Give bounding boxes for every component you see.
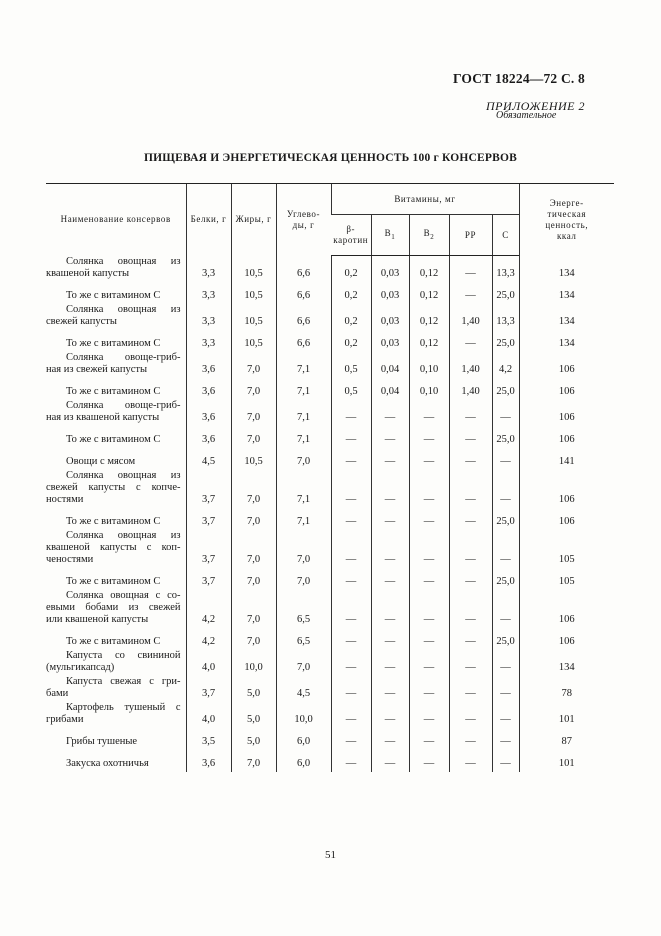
cell-energy: 134: [519, 304, 614, 330]
cell-pp: 1,40: [449, 304, 492, 330]
cell-c: 13,3: [492, 256, 519, 282]
cell-c: —: [492, 448, 519, 470]
cell-product-name: [46, 728, 186, 750]
cell-b1: 0,04: [371, 378, 409, 400]
cell-beta: —: [331, 676, 371, 702]
product-name-line: То же с витамином С: [66, 289, 161, 301]
table-row: [46, 330, 614, 352]
cell-c: —: [492, 470, 519, 508]
cell-carbs: 7,1: [276, 378, 331, 400]
cell-energy: 134: [519, 282, 614, 304]
cell-energy: 106: [519, 628, 614, 650]
product-name-line: или квашеной капусты: [46, 613, 149, 625]
cell-pp: —: [449, 568, 492, 590]
product-name-line: То же с витамином С: [66, 515, 161, 527]
cell-pp: —: [449, 256, 492, 282]
cell-b1: —: [371, 702, 409, 728]
cell-fat: 10,5: [231, 282, 276, 304]
cell-energy: 78: [519, 676, 614, 702]
cell-beta: 0,2: [331, 282, 371, 304]
cell-c: 25,0: [492, 330, 519, 352]
cell-beta: —: [331, 508, 371, 530]
cell-carbs: 7,0: [276, 568, 331, 590]
table-row: [46, 400, 614, 426]
cell-product-name: [46, 378, 186, 400]
cell-fat: 7,0: [231, 628, 276, 650]
cell-fat: 7,0: [231, 590, 276, 628]
cell-product-name: [46, 702, 186, 728]
cell-b1: —: [371, 568, 409, 590]
cell-protein: 3,3: [186, 330, 231, 352]
cell-energy: 134: [519, 256, 614, 282]
col-header-beta-line2: каротин: [333, 235, 369, 245]
cell-protein: 4,0: [186, 702, 231, 728]
cell-b2: 0,12: [409, 330, 449, 352]
cell-fat: 10,5: [231, 304, 276, 330]
table-title: ПИЩЕВАЯ И ЭНЕРГЕТИЧЕСКАЯ ЦЕННОСТЬ 100 г КОНСЕРВОВ: [143, 152, 518, 164]
product-name-line: квашеной капусты: [46, 267, 130, 279]
cell-pp: —: [449, 590, 492, 628]
appendix-label: ПРИЛОЖЕНИЕ 2: [486, 99, 585, 113]
cell-b1: —: [371, 530, 409, 568]
product-name-line: свежей капусты с копче-: [46, 481, 181, 493]
cell-energy: 106: [519, 508, 614, 530]
product-name-line: евыми бобами из свежей: [46, 601, 181, 613]
table-row: [46, 304, 614, 330]
table-row: [46, 728, 614, 750]
cell-pp: —: [449, 508, 492, 530]
cell-pp: —: [449, 650, 492, 676]
cell-carbs: 7,1: [276, 400, 331, 426]
product-name-line: Солянка овоще-гриб-: [66, 351, 181, 363]
col-header-beta-line1: β-: [346, 224, 356, 234]
col-header-fat: Жиры, г: [231, 184, 276, 256]
cell-carbs: 7,0: [276, 448, 331, 470]
product-name-line: ная из свежей капусты: [46, 363, 148, 375]
cell-energy: 106: [519, 378, 614, 400]
cell-product-name: [46, 400, 186, 426]
col-header-energy-line4: ккал: [556, 230, 577, 241]
cell-product-name: [46, 330, 186, 352]
cell-pp: —: [449, 728, 492, 750]
cell-protein: 4,2: [186, 590, 231, 628]
cell-b1: —: [371, 628, 409, 650]
cell-fat: 7,0: [231, 750, 276, 772]
cell-carbs: 4,5: [276, 676, 331, 702]
cell-c: 25,0: [492, 282, 519, 304]
cell-product-name: [46, 750, 186, 772]
cell-protein: 3,6: [186, 378, 231, 400]
col-header-beta-carotene: [331, 215, 371, 256]
cell-beta: —: [331, 400, 371, 426]
cell-fat: 10,5: [231, 330, 276, 352]
cell-carbs: 6,6: [276, 330, 331, 352]
cell-energy: 134: [519, 330, 614, 352]
cell-b2: —: [409, 750, 449, 772]
cell-protein: 3,6: [186, 400, 231, 426]
cell-b2: —: [409, 448, 449, 470]
cell-b1: —: [371, 650, 409, 676]
page-number: 51: [325, 849, 336, 861]
cell-pp: —: [449, 628, 492, 650]
cell-b2: —: [409, 530, 449, 568]
cell-protein: 3,3: [186, 282, 231, 304]
cell-pp: 1,40: [449, 378, 492, 400]
product-name-line: квашеной капусты с коп-: [46, 541, 181, 553]
cell-energy: 141: [519, 448, 614, 470]
col-header-b1-sub: 1: [391, 232, 396, 241]
cell-product-name: [46, 470, 186, 508]
cell-b1: 0,03: [371, 256, 409, 282]
cell-b1: 0,03: [371, 304, 409, 330]
table-row: [46, 750, 614, 772]
cell-beta: —: [331, 426, 371, 448]
cell-beta: 0,2: [331, 304, 371, 330]
cell-pp: —: [449, 426, 492, 448]
cell-b1: —: [371, 590, 409, 628]
product-name-line: Закуска охотничья: [66, 757, 149, 769]
table-row: [46, 256, 614, 282]
cell-carbs: 6,5: [276, 628, 331, 650]
cell-pp: —: [449, 282, 492, 304]
cell-fat: 7,0: [231, 568, 276, 590]
col-header-c: C: [492, 215, 519, 256]
cell-pp: —: [449, 400, 492, 426]
cell-beta: 0,2: [331, 330, 371, 352]
product-name-line: ная из квашеной капусты: [46, 411, 160, 423]
cell-b1: 0,03: [371, 330, 409, 352]
cell-b2: —: [409, 400, 449, 426]
cell-fat: 7,0: [231, 352, 276, 378]
table-row: [46, 702, 614, 728]
col-header-b2-label: B: [423, 227, 431, 238]
table-row: [46, 282, 614, 304]
cell-energy: 106: [519, 470, 614, 508]
product-name-line: ченостями: [46, 553, 94, 565]
cell-b2: 0,10: [409, 352, 449, 378]
cell-b1: —: [371, 676, 409, 702]
col-header-energy-line2: тическая: [547, 208, 587, 219]
cell-beta: —: [331, 628, 371, 650]
cell-carbs: 10,0: [276, 702, 331, 728]
col-header-b2: [409, 215, 449, 256]
cell-protein: 3,3: [186, 304, 231, 330]
cell-c: —: [492, 650, 519, 676]
product-name-line: бами: [46, 687, 69, 699]
cell-carbs: 6,5: [276, 590, 331, 628]
cell-c: —: [492, 702, 519, 728]
cell-beta: —: [331, 728, 371, 750]
cell-protein: 3,7: [186, 530, 231, 568]
cell-energy: 106: [519, 426, 614, 448]
cell-beta: —: [331, 470, 371, 508]
cell-b2: —: [409, 702, 449, 728]
cell-carbs: 7,1: [276, 470, 331, 508]
cell-pp: —: [449, 750, 492, 772]
col-header-b1: [371, 215, 409, 256]
cell-c: 25,0: [492, 628, 519, 650]
cell-energy: 106: [519, 590, 614, 628]
cell-b1: —: [371, 448, 409, 470]
cell-c: —: [492, 530, 519, 568]
cell-b2: 0,12: [409, 304, 449, 330]
cell-protein: 3,6: [186, 750, 231, 772]
product-name-line: То же с витамином С: [66, 575, 161, 587]
cell-c: 25,0: [492, 568, 519, 590]
cell-fat: 7,0: [231, 508, 276, 530]
cell-carbs: 6,0: [276, 728, 331, 750]
cell-fat: 5,0: [231, 702, 276, 728]
cell-protein: 3,7: [186, 508, 231, 530]
cell-carbs: 6,6: [276, 282, 331, 304]
table-row: [46, 352, 614, 378]
cell-fat: 10,5: [231, 256, 276, 282]
cell-protein: 3,6: [186, 426, 231, 448]
cell-c: 25,0: [492, 508, 519, 530]
cell-product-name: [46, 628, 186, 650]
cell-carbs: 7,0: [276, 650, 331, 676]
cell-b1: —: [371, 728, 409, 750]
cell-carbs: 7,1: [276, 352, 331, 378]
table-row: [46, 568, 614, 590]
col-header-name: Наименование консервов: [46, 184, 186, 256]
col-header-carbs-line1: Углево-: [286, 208, 321, 219]
cell-product-name: [46, 676, 186, 702]
table-row: [46, 590, 614, 628]
cell-product-name: [46, 530, 186, 568]
table-row: [46, 628, 614, 650]
product-name-line: Солянка овоще-гриб-: [66, 399, 181, 411]
cell-fat: 5,0: [231, 728, 276, 750]
product-name-line: Грибы тушеные: [66, 735, 138, 747]
col-header-vitamins: Витамины, мг: [331, 184, 519, 215]
col-header-carbs-line2: ды, г: [292, 219, 315, 230]
cell-energy: 134: [519, 650, 614, 676]
product-name-line: Солянка овощная из: [66, 303, 181, 315]
cell-beta: 0,2: [331, 256, 371, 282]
product-name-line: грибами: [46, 713, 84, 725]
cell-protein: 3,7: [186, 676, 231, 702]
table-row: [46, 426, 614, 448]
cell-b2: —: [409, 728, 449, 750]
product-name-line: То же с витамином С: [66, 635, 161, 647]
product-name-line: Солянка овощная с со-: [66, 589, 181, 601]
cell-energy: 101: [519, 702, 614, 728]
table-row: [46, 378, 614, 400]
cell-energy: 105: [519, 568, 614, 590]
cell-product-name: [46, 426, 186, 448]
cell-protein: 3,6: [186, 352, 231, 378]
cell-b2: —: [409, 470, 449, 508]
cell-protein: 4,2: [186, 628, 231, 650]
cell-product-name: [46, 256, 186, 282]
cell-beta: —: [331, 530, 371, 568]
cell-energy: 87: [519, 728, 614, 750]
cell-c: —: [492, 728, 519, 750]
cell-protein: 3,7: [186, 470, 231, 508]
cell-pp: —: [449, 702, 492, 728]
cell-product-name: [46, 590, 186, 628]
cell-b2: —: [409, 590, 449, 628]
col-header-carbs: [276, 184, 331, 256]
cell-fat: 7,0: [231, 470, 276, 508]
cell-fat: 7,0: [231, 378, 276, 400]
cell-c: 13,3: [492, 304, 519, 330]
cell-b2: 0,10: [409, 378, 449, 400]
document-code: ГОСТ 18224—72 С. 8: [452, 71, 585, 86]
col-header-b2-sub: 2: [430, 232, 435, 241]
cell-c: —: [492, 676, 519, 702]
cell-b2: —: [409, 628, 449, 650]
col-header-b1-label: B: [384, 227, 392, 238]
table-row: [46, 530, 614, 568]
product-name-line: ностями: [46, 493, 84, 505]
cell-carbs: 7,1: [276, 426, 331, 448]
cell-b2: —: [409, 568, 449, 590]
cell-c: —: [492, 590, 519, 628]
cell-beta: —: [331, 568, 371, 590]
col-header-energy-line1: Энерге-: [549, 197, 584, 208]
cell-protein: 4,5: [186, 448, 231, 470]
cell-c: 25,0: [492, 378, 519, 400]
cell-b2: —: [409, 676, 449, 702]
nutrition-table: [46, 183, 614, 772]
cell-pp: —: [449, 470, 492, 508]
cell-product-name: [46, 304, 186, 330]
col-header-energy: [519, 184, 614, 256]
col-header-pp: PP: [449, 215, 492, 256]
cell-fat: 7,0: [231, 400, 276, 426]
cell-beta: 0,5: [331, 352, 371, 378]
cell-b2: —: [409, 650, 449, 676]
cell-energy: 101: [519, 750, 614, 772]
cell-carbs: 6,6: [276, 304, 331, 330]
cell-product-name: [46, 282, 186, 304]
cell-fat: 10,0: [231, 650, 276, 676]
cell-product-name: [46, 352, 186, 378]
cell-pp: 1,40: [449, 352, 492, 378]
product-name-line: Солянка овощная из: [66, 529, 181, 541]
cell-beta: —: [331, 650, 371, 676]
table-body: [46, 256, 614, 772]
cell-pp: —: [449, 330, 492, 352]
cell-b1: 0,03: [371, 282, 409, 304]
appendix-status: Обязательное: [496, 110, 557, 121]
product-name-line: То же с витамином С: [66, 433, 161, 445]
cell-protein: 3,3: [186, 256, 231, 282]
cell-product-name: [46, 508, 186, 530]
product-name-line: свежей капусты: [46, 315, 117, 327]
product-name-line: (мульгикапсад): [46, 661, 115, 673]
cell-product-name: [46, 650, 186, 676]
cell-beta: —: [331, 702, 371, 728]
table-row: [46, 676, 614, 702]
cell-protein: 3,5: [186, 728, 231, 750]
cell-fat: 10,5: [231, 448, 276, 470]
product-name-line: То же с витамином С: [66, 385, 161, 397]
product-name-line: Капуста свежая с гри-: [66, 675, 181, 687]
cell-c: —: [492, 750, 519, 772]
col-header-energy-line3: ценность,: [545, 219, 589, 230]
cell-b2: 0,12: [409, 282, 449, 304]
cell-b1: —: [371, 470, 409, 508]
cell-carbs: 7,0: [276, 530, 331, 568]
cell-energy: 106: [519, 400, 614, 426]
cell-carbs: 7,1: [276, 508, 331, 530]
table-row: [46, 650, 614, 676]
product-name-line: Солянка овощная из: [66, 255, 181, 267]
cell-b2: 0,12: [409, 256, 449, 282]
cell-energy: 105: [519, 530, 614, 568]
cell-c: 4,2: [492, 352, 519, 378]
cell-fat: 5,0: [231, 676, 276, 702]
cell-pp: —: [449, 676, 492, 702]
cell-carbs: 6,0: [276, 750, 331, 772]
table-row: [46, 448, 614, 470]
cell-beta: —: [331, 750, 371, 772]
table-row: [46, 508, 614, 530]
cell-beta: —: [331, 448, 371, 470]
cell-c: —: [492, 400, 519, 426]
cell-b1: 0,04: [371, 352, 409, 378]
col-header-protein: Белки, г: [186, 184, 231, 256]
cell-fat: 7,0: [231, 530, 276, 568]
product-name-line: Капуста со свининой: [66, 649, 181, 661]
cell-beta: —: [331, 590, 371, 628]
cell-b2: —: [409, 508, 449, 530]
cell-pp: —: [449, 448, 492, 470]
cell-product-name: [46, 568, 186, 590]
cell-product-name: [46, 448, 186, 470]
product-name-line: Картофель тушеный с: [66, 701, 181, 713]
product-name-line: То же с витамином С: [66, 337, 161, 349]
cell-b1: —: [371, 426, 409, 448]
cell-b1: —: [371, 400, 409, 426]
cell-c: 25,0: [492, 426, 519, 448]
cell-carbs: 6,6: [276, 256, 331, 282]
cell-b1: —: [371, 508, 409, 530]
cell-protein: 3,7: [186, 568, 231, 590]
cell-fat: 7,0: [231, 426, 276, 448]
cell-protein: 4,0: [186, 650, 231, 676]
product-name-line: Овощи с мясом: [66, 455, 136, 467]
cell-energy: 106: [519, 352, 614, 378]
table-row: [46, 470, 614, 508]
cell-pp: —: [449, 530, 492, 568]
product-name-line: Солянка овощная из: [66, 469, 181, 481]
cell-beta: 0,5: [331, 378, 371, 400]
cell-b2: —: [409, 426, 449, 448]
cell-b1: —: [371, 750, 409, 772]
